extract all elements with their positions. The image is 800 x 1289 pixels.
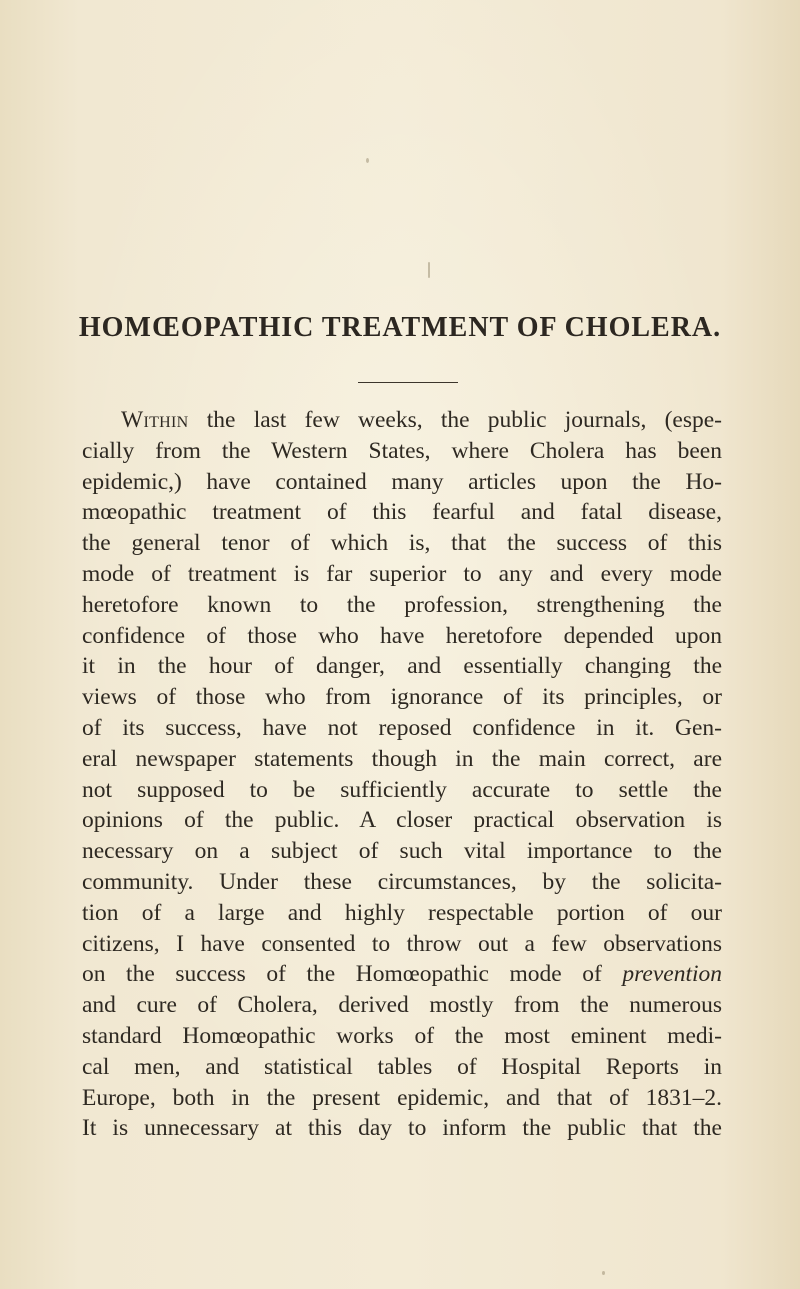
title-divider: [358, 382, 458, 383]
page-title: HOMŒOPATHIC TREATMENT OF CHOLERA.: [78, 312, 722, 343]
text-line: Europe, both in the present epidemic, and that of 1831–2.: [82, 1084, 722, 1111]
paper-speck: [366, 158, 369, 163]
text-line: on the success of the Homœopathic mode of prevention: [82, 961, 722, 988]
text-line: and cure of Cholera, derived mostly from the numerous: [82, 992, 722, 1019]
text-line: not supposed to be sufficiently accurate to settle the: [82, 776, 722, 803]
text-line: citizens, I have consented to throw out a few observations: [82, 930, 722, 957]
text-line: Within the last few weeks, the public journals, (espe-: [121, 407, 722, 433]
text-line: It is unnecessary at this day to inform the public that the: [82, 1115, 722, 1142]
text-line: eral newspaper statements though in the main correct, are: [82, 745, 722, 772]
text-line: cially from the Western States, where Cholera has been: [82, 437, 722, 464]
body-paragraph: [82, 405, 722, 1144]
text-line: mode of treatment is far superior to any and every mode: [82, 560, 722, 587]
paper-speck: [428, 262, 430, 278]
text-line: opinions of the public. A closer practical observation is: [82, 807, 722, 834]
text-line: cal men, and statistical tables of Hospital Reports in: [82, 1053, 722, 1080]
text-line: confidence of those who have heretofore depended upon: [82, 622, 722, 649]
text-line: community. Under these circumstances, by the solicita-: [82, 868, 722, 895]
text-line: the general tenor of which is, that the success of this: [82, 530, 722, 557]
paper-speck: [602, 1271, 605, 1275]
text-line: tion of a large and highly respectable portion of our: [82, 899, 722, 926]
text-line: standard Homœopathic works of the most eminent medi-: [82, 1022, 722, 1049]
text-line: epidemic,) have contained many articles upon the Ho-: [82, 468, 722, 495]
text-line: heretofore known to the profession, strengthening the: [82, 591, 722, 618]
text-line: it in the hour of danger, and essentially changing the: [82, 653, 722, 680]
text-line: mœopathic treatment of this fearful and fatal disease,: [82, 499, 722, 526]
italic-phrase: prevention: [622, 961, 722, 988]
text-line: of its success, have not reposed confidence in it. Gen-: [82, 714, 722, 741]
drop-word: Within: [121, 407, 189, 433]
text-line: necessary on a subject of such vital importance to the: [82, 838, 722, 865]
text-line: views of those who from ignorance of its principles, or: [82, 684, 722, 711]
